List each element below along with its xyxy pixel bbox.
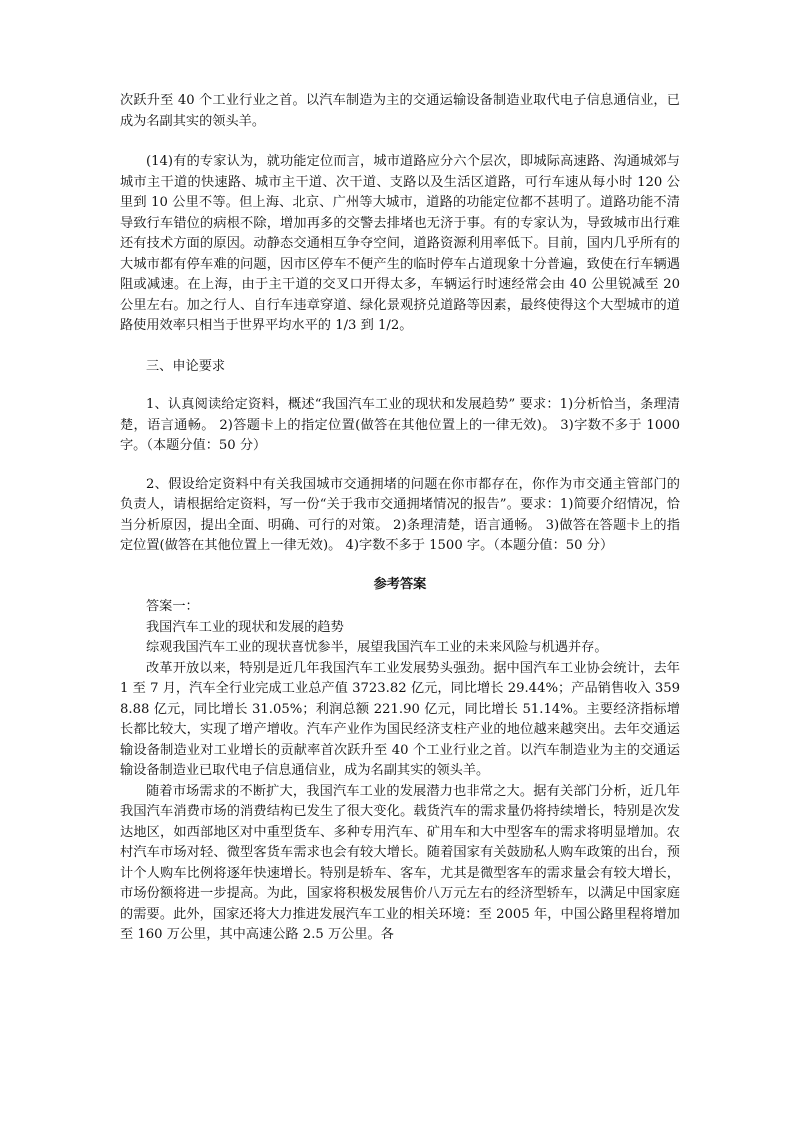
answer-title: 我国汽车工业的现状和发展的趋势 bbox=[146, 619, 344, 635]
requirement-1: 1、认真阅读给定资料，概述“我国汽车工业的现状和发展趋势” 要求：1)分析恰当，条理清楚，语言通畅。 2)答题卡上的指定位置(做答在其他位置上的一律无效)。 3)字数不多于 1000 字。（本题分值：50 分） bbox=[120, 397, 680, 453]
answer-paragraph-2: 改革开放以来，特别是近几年我国汽车工业发展势头强劲。据中国汽车工业协会统计，去年 1 至 7 月，汽车全行业完成工业总产值 3723.82 亿元，同比增长 29.44%；产品销售收入 3598.88 亿元，同比增长 31.05%；利润总额 221.90 亿元，同比增长 51.14%。主要经济指标增长都比较大，实现了增产增收。汽车产业作为国民经济支柱产业的地位越来越突出。去年交通运输设备制造业对工业增长的贡献率首次跃升至 40 个工业行业之首。以汽车制造业为主的交通运输设备制造业已取代电子信息通信业，成为名副其实的领头羊。 bbox=[120, 660, 680, 778]
section-three-title: 三、申论要求 bbox=[146, 358, 226, 374]
answer-paragraph-3: 随着市场需求的不断扩大，我国汽车工业的发展潜力也非常之大。据有关部门分析，近几年我国汽车消费市场的消费结构已发生了很大变化。载货汽车的需求量仍将持续增长，特别是次发达地区，如西部地区对中重型货车、多种专用汽车、矿用车和大中型客车的需求将明显增加。农村汽车市场对轻、微型客货车需求也会有较大增长。随着国家有关鼓励私人购车政策的出台，预计个人购车比例将逐年快速增长。特别是轿车、客车，尤其是微型客车的需求量会有较大增长，市场份额将进一步提高。为此，国家将积极发展售价八万元左右的经济型轿车，以满足中国家庭的需要。此外，国家还将大力推进发展汽车工业的相关环境：至 2005 年，中国公路里程将增加至 160 万公里，其中高速公路 2.5 万公里。各 bbox=[120, 783, 680, 942]
document-page bbox=[120, 91, 680, 946]
intro-paragraph-14: (14)有的专家认为，就功能定位而言，城市道路应分六个层次，即城际高速路、沟通城郊与城市主干道的快速路、城市主干道、次干道、支路以及生活区道路，可行车速从每小时 120 公里到 10 公里不等。但上海、北京、广州等大城市，道路的功能定位都不甚明了。道路功能不清导致行车错位的病根不除，增加再多的交警去排堵也无济于事。有的专家认为，导致城市出行难还有技术方面的原因。动静态交通相互争夺空间，道路资源利用率低下。目前，国内几乎所有的大城市都有停车难的问题，因市区停车不便产生的临时停车占道现象十分普遍，致使在行车辆遇阻或减速。在上海，由于主干道的交叉口开得太多，车辆运行时速经常会由 40 公里锐减至 20 公里左右。加之行人、自行车违章穿道、绿化景观挤兑道路等因素，最终使得这个大型城市的道路使用效率只相当于世界平均水平的 1/3 到 1/2。 bbox=[120, 154, 680, 333]
answer-heading: 参考答案 bbox=[373, 576, 427, 592]
intro-paragraph-1: 次跃升至 40 个工业行业之首。以汽车制造为主的交通运输设备制造业取代电子信息通信业，已成为名副其实的领头羊。 bbox=[120, 93, 680, 129]
answer-label: 答案一： bbox=[146, 599, 199, 614]
requirement-2: 2、假设给定资料中有关我国城市交通拥堵的问题在你市都存在，你作为市交通主管部门的负责人，请根据给定资料，写一份“关于我市交通拥堵情况的报告”。要求：1)简要介绍情况，恰当分析原因，提出全面、明确、可行的对策。 2)条理清楚，语言通畅。 3)做答在答题卡上的指定位置(做答在其他位置上一律无效)。 4)字数不多于 1500 字。（本题分值：50 分） bbox=[120, 476, 680, 553]
answer-paragraph-1: 综观我国汽车工业的现状喜忧参半，展望我国汽车工业的未来风险与机遇并存。 bbox=[146, 640, 608, 655]
